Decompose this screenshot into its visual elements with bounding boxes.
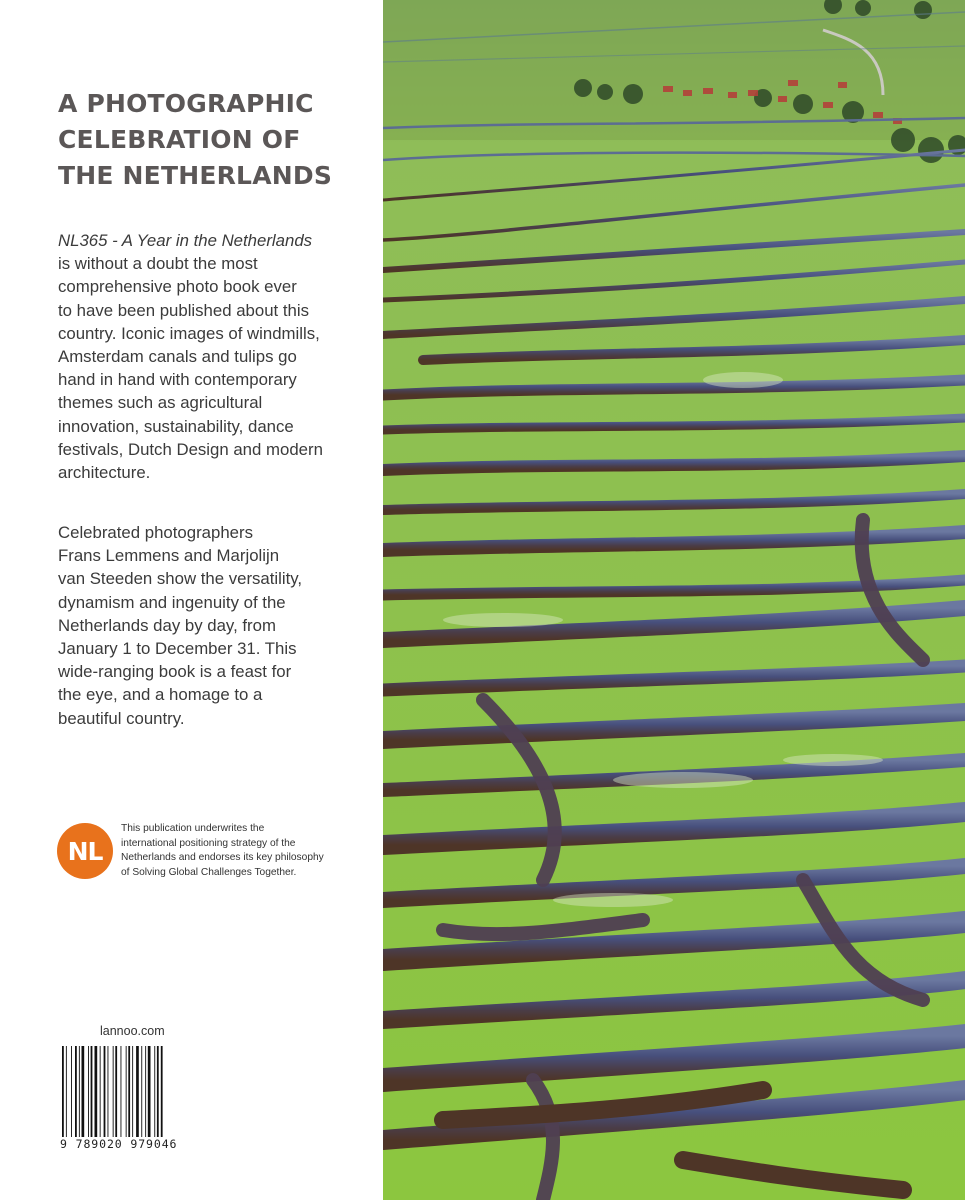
back-cover-text-panel	[0, 0, 383, 1200]
barcode-bar	[113, 1046, 114, 1142]
barcode-bar	[157, 1046, 159, 1142]
barcode-bar	[145, 1046, 146, 1142]
barcode-bar	[126, 1046, 127, 1142]
intro-line: comprehensive photo book ever	[58, 277, 297, 297]
nl-logo	[57, 823, 113, 879]
intro-line: themes such as agricultural	[58, 393, 263, 413]
barcode-bar	[88, 1046, 89, 1142]
intro-line: to have been published about this	[58, 300, 309, 320]
barcode-bar	[121, 1046, 122, 1142]
polder-landscape-illustration	[383, 0, 965, 1200]
paragraph-line: beautiful country.	[58, 708, 185, 728]
barcode-number: 9 789020 979046	[60, 1137, 200, 1151]
paragraph-line: Netherlands day by day, from	[58, 615, 276, 635]
intro-line: hand in hand with contemporary	[58, 370, 297, 390]
publisher-website: lannoo.com	[100, 1024, 165, 1038]
barcode-bar	[132, 1046, 133, 1142]
intro-line: Amsterdam canals and tulips go	[58, 347, 297, 367]
barcode-bar	[115, 1046, 117, 1142]
barcode-bars	[60, 1046, 200, 1142]
book-title: NL365 - A Year in the Netherlands	[58, 231, 313, 250]
barcode-bar	[82, 1046, 85, 1142]
headline-line-3: THE NETHERLANDS	[58, 161, 333, 190]
paragraph-line: van Steeden show the versatility,	[58, 569, 303, 589]
paragraph-line: wide-ranging book is a feast for	[58, 662, 292, 682]
barcode-bar	[95, 1046, 98, 1142]
headline-line-1: A PHOTOGRAPHIC	[58, 89, 314, 118]
headline	[58, 86, 358, 194]
intro-line: country. Iconic images of windmills,	[58, 323, 320, 343]
barcode-bar	[104, 1046, 106, 1142]
barcode-bar	[71, 1046, 72, 1142]
barcode-bar	[91, 1046, 93, 1142]
barcode-bar	[62, 1046, 64, 1142]
barcode-bar	[66, 1046, 67, 1142]
intro-line: is without a doubt the most	[58, 254, 258, 274]
statement-line: of Solving Global Challenges Together.	[121, 866, 297, 878]
paragraph-line: January 1 to December 31. This	[58, 639, 297, 659]
paragraph-line: dynamism and ingenuity of the	[58, 592, 286, 612]
paragraph-line: Celebrated photographers	[58, 523, 253, 542]
paragraph-line: Frans Lemmens and Marjolijn	[58, 546, 280, 566]
barcode-bar	[100, 1046, 101, 1142]
statement-line: Netherlands and endorses its key philosophy	[121, 852, 324, 864]
intro-paragraph	[58, 229, 358, 484]
statement-line: This publication underwrites the	[121, 823, 265, 834]
barcode-bar	[128, 1046, 130, 1142]
intro-line: festivals, Dutch Design and modern	[58, 439, 323, 459]
aerial-polder-photo	[383, 0, 965, 1200]
barcode-bar	[148, 1046, 151, 1142]
nl-logo-text: NL	[67, 836, 103, 866]
barcode-bar	[136, 1046, 139, 1142]
intro-line: innovation, sustainability, dance	[58, 416, 294, 436]
barcode-bar	[141, 1046, 142, 1142]
statement-line: international positioning strategy of the	[121, 837, 296, 849]
barcode-bar	[75, 1046, 77, 1142]
endorsement-statement	[121, 822, 361, 880]
intro-line: architecture.	[58, 463, 151, 483]
barcode-bar	[161, 1046, 163, 1142]
headline-line-2: CELEBRATION OF	[58, 125, 301, 154]
paragraph-line: the eye, and a homage to a	[58, 685, 263, 705]
barcode-bar	[154, 1046, 155, 1142]
photographers-paragraph	[58, 521, 358, 730]
barcode-bar	[108, 1046, 109, 1142]
barcode-bar	[79, 1046, 80, 1142]
